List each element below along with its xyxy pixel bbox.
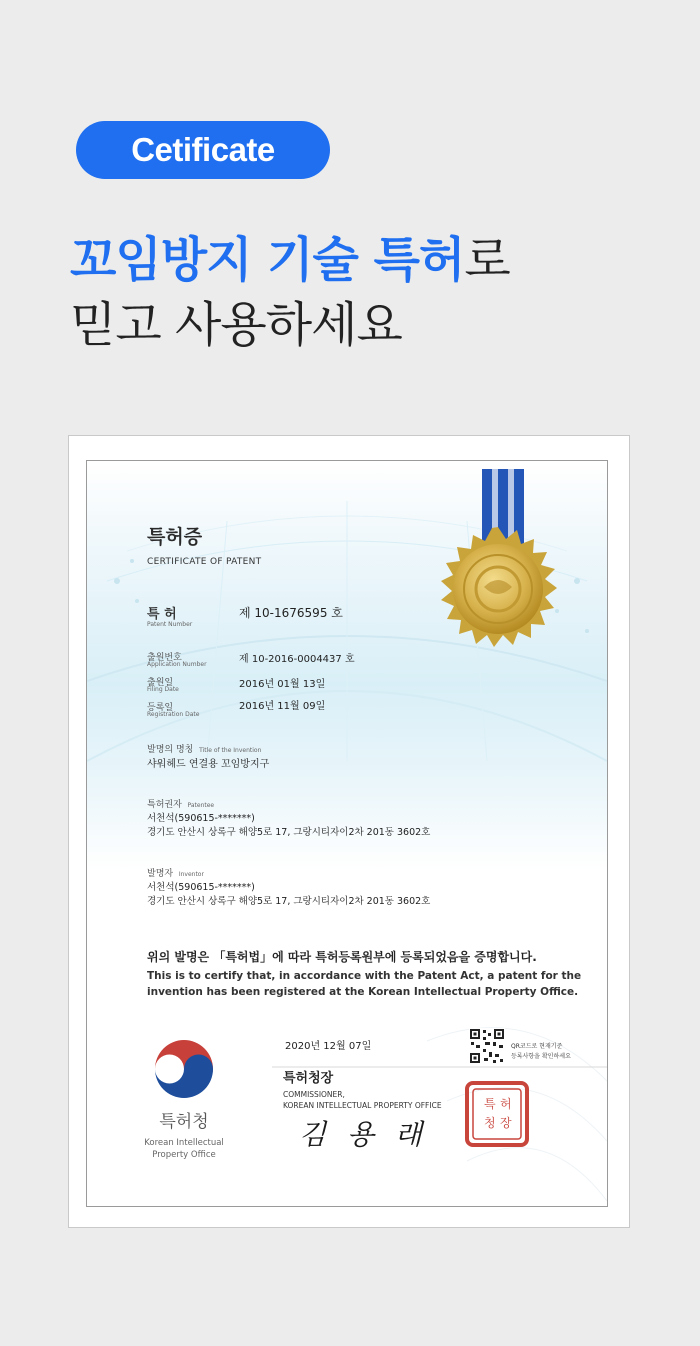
issue-date: 2020년 12월 07일 [285, 1041, 372, 1052]
application-label-en: Application Number [147, 661, 207, 668]
commissioner-en [283, 1089, 442, 1111]
inventor-name: 서천석(590615-*******) [147, 882, 255, 893]
svg-text:청: 청 [484, 1116, 496, 1130]
headline-highlight: 꼬임방지 기술 특허 [70, 232, 465, 288]
application-label: 출원번호 [147, 653, 182, 663]
headline [70, 228, 510, 358]
filing-date: 2016년 01월 13일 [239, 679, 326, 690]
registration-date-label: 등록일 [147, 703, 174, 713]
invention-title: 샤워헤드 연결용 꼬임방지구 [147, 759, 270, 770]
office-name-en-line-1: Korean Intellectual [144, 1138, 224, 1148]
office-name-en [134, 1137, 234, 1161]
inventor-label-en: Inventor [178, 871, 204, 878]
patentee-name: 서천석(590615-*******) [147, 813, 255, 824]
filing-date-label-en: Filing Date [147, 686, 179, 693]
patentee-label [147, 797, 214, 810]
commissioner-en-line-1: COMMISSIONER, [283, 1090, 345, 1099]
certificate-subtitle: CERTIFICATE OF PATENT [147, 557, 262, 567]
invention-title-label [147, 742, 261, 755]
inventor-address: 경기도 안산시 상록구 해양5로 17, 그랑시티자이2차 201동 3602호 [147, 896, 431, 907]
office-name-en-line-2: Property Office [152, 1150, 216, 1160]
certificate-badge: Cetificate [76, 121, 330, 179]
patentee-label-en: Patentee [187, 802, 215, 809]
patentee-address: 경기도 안산시 상록구 해양5로 17, 그랑시티자이2차 201동 3602호 [147, 827, 431, 838]
certification-statement-ko: 위의 발명은 「특허법」에 따라 특허등록원부에 등록되었음을 증명합니다. [147, 950, 537, 964]
inventor-label-ko: 발명자 [147, 869, 174, 879]
qr-note-line-2: 등록사항을 확인하세요 [511, 1053, 571, 1060]
patent-certificate [86, 460, 608, 1207]
patent-label-en: Patent Number [147, 621, 193, 628]
filing-date-label: 출원일 [147, 678, 174, 688]
headline-line-1 [70, 228, 510, 292]
qr-note [511, 1042, 571, 1062]
application-number: 제 10-2016-0004437 호 [239, 654, 355, 665]
certification-statement-en-2: invention has been registered at the Korean Intellectual Property Office. [147, 986, 579, 998]
qr-note-line-1: QR코드로 현재기준 [511, 1043, 563, 1050]
commissioner-title: 특허청장 [283, 1071, 334, 1086]
headline-line-1-rest: 로 [464, 232, 510, 288]
patentee-label-ko: 특허권자 [147, 800, 182, 810]
office-name: 특허청 [159, 1112, 209, 1132]
patent-number: 제 10-1676595 호 [239, 606, 343, 620]
commissioner-signature: 김 용 래 [299, 1118, 428, 1151]
office-emblem-graphic [155, 1040, 213, 1098]
svg-text:장: 장 [500, 1116, 512, 1130]
qr-code-graphic [469, 1028, 505, 1064]
commissioner-en-line-2: KOREAN INTELLECTUAL PROPERTY OFFICE [283, 1101, 442, 1110]
registration-date: 2016년 11월 09일 [239, 701, 326, 712]
svg-text:허: 허 [500, 1097, 512, 1111]
invention-title-label-en: Title of the Invention [199, 747, 262, 754]
patent-label: 특 허 [147, 607, 177, 622]
registration-date-label-en: Registration Date [147, 711, 200, 718]
inventor-label [147, 866, 204, 879]
certificate-title: 특허증 [147, 526, 203, 548]
invention-title-label-ko: 발명의 명칭 [147, 745, 194, 755]
certification-statement-en-1: This is to certify that, in accordance with the Patent Act, a patent for the [147, 970, 582, 982]
headline-line-2: 믿고 사용하세요 [70, 297, 402, 353]
svg-text:특: 특 [484, 1097, 496, 1111]
